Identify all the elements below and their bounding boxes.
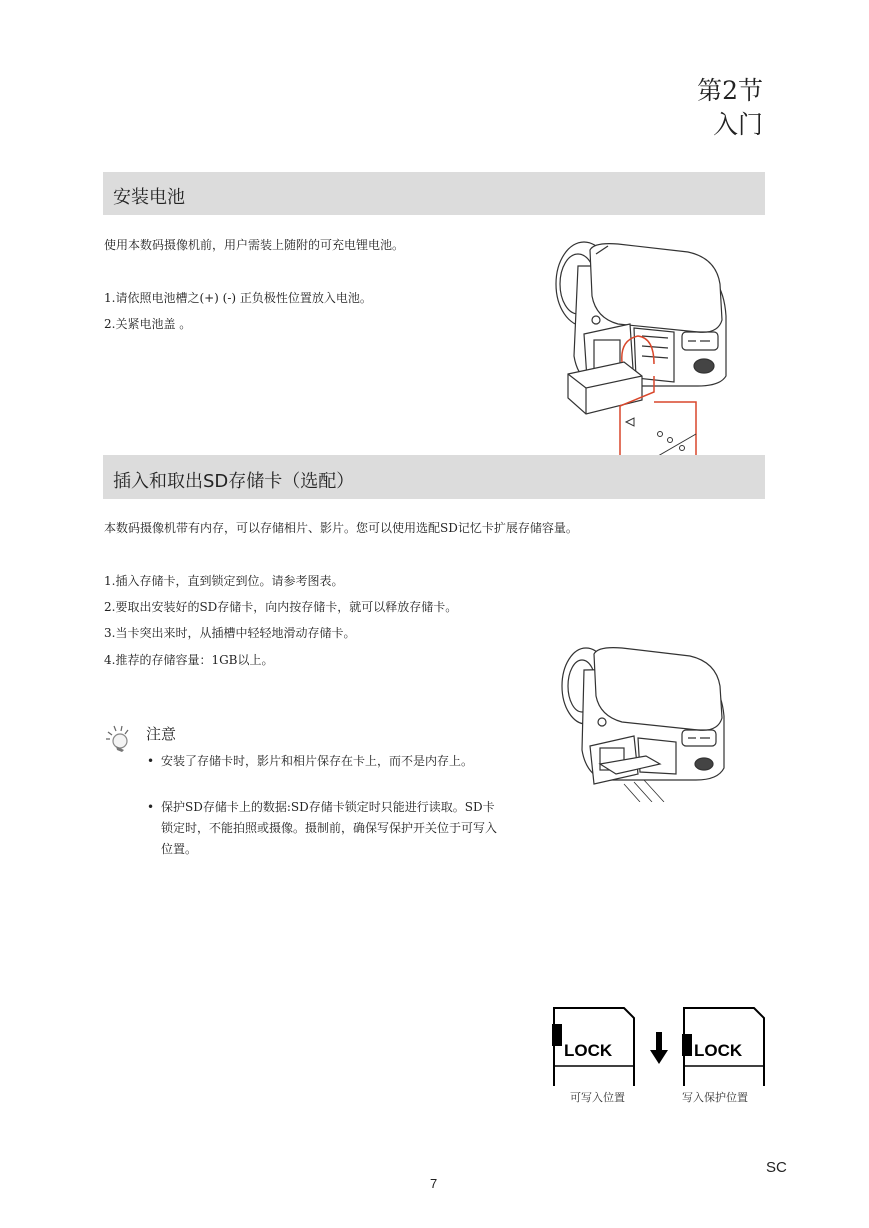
section-heading-sdcard [103, 455, 765, 499]
sdcard-step-3: 3.当卡突出来时，从插槽中轻轻地滑动存储卡。 [104, 626, 356, 640]
note-title: 注意 [146, 725, 177, 743]
section-heading-text: 插入和取出SD存储卡（选配） [113, 471, 355, 492]
camera-sdcard-illustration [560, 642, 730, 802]
note-bullet-text: 保护SD存储卡上的数据:SD存储卡锁定时只能进行读取。SD卡锁定时，不能拍照或摄像。摄制前，确保写保护开关位于可写入位置。 [161, 800, 498, 856]
battery-intro: 使用本数码摄像机前，用户需装上随附的可充电锂电池。 [104, 238, 405, 252]
language-code: SC [766, 1159, 787, 1176]
chapter-section: 第2节 [697, 76, 763, 105]
chapter-title: 入门 [712, 110, 763, 139]
sd-lock-diagram [550, 1004, 768, 1088]
down-arrow-icon [650, 1032, 668, 1064]
lock-label-left: LOCK [564, 1041, 613, 1060]
bullet-dot: • [147, 800, 155, 814]
camera-battery-illustration [538, 236, 738, 484]
sdcard-step-1: 1.插入存储卡，直到锁定到位。请参考图表。 [104, 574, 344, 588]
caption-write-protected: 写入保护位置 [682, 1091, 748, 1104]
battery-step-1: 1.请依照电池槽之(+) (-) 正负极性位置放入电池。 [104, 291, 372, 305]
sdcard-step-4: 4.推荐的存储容量：1GB以上。 [104, 653, 274, 667]
lock-label-right: LOCK [694, 1041, 743, 1060]
sdcard-step-2: 2.要取出安装好的SD存储卡，向内按存储卡，就可以释放存储卡。 [104, 600, 458, 614]
section-heading-battery [103, 172, 765, 215]
sdcard-intro: 本数码摄像机带有内存，可以存储相片、影片。您可以使用选配SD记忆卡扩展存储容量。 [104, 521, 578, 535]
bullet-dot: • [147, 754, 155, 768]
note-bullet-text: 安装了存储卡时，影片和相片保存在卡上，而不是内存上。 [161, 754, 474, 768]
battery-step-2: 2.关紧电池盖 。 [104, 317, 192, 331]
chapter-heading [697, 74, 763, 142]
lock-switch-left [552, 1024, 562, 1046]
page-number: 7 [430, 1176, 438, 1191]
section-heading-text: 安装电池 [113, 187, 185, 208]
caption-writable: 可写入位置 [570, 1091, 625, 1104]
lock-switch-right [682, 1034, 692, 1056]
lightbulb-icon [104, 724, 134, 754]
